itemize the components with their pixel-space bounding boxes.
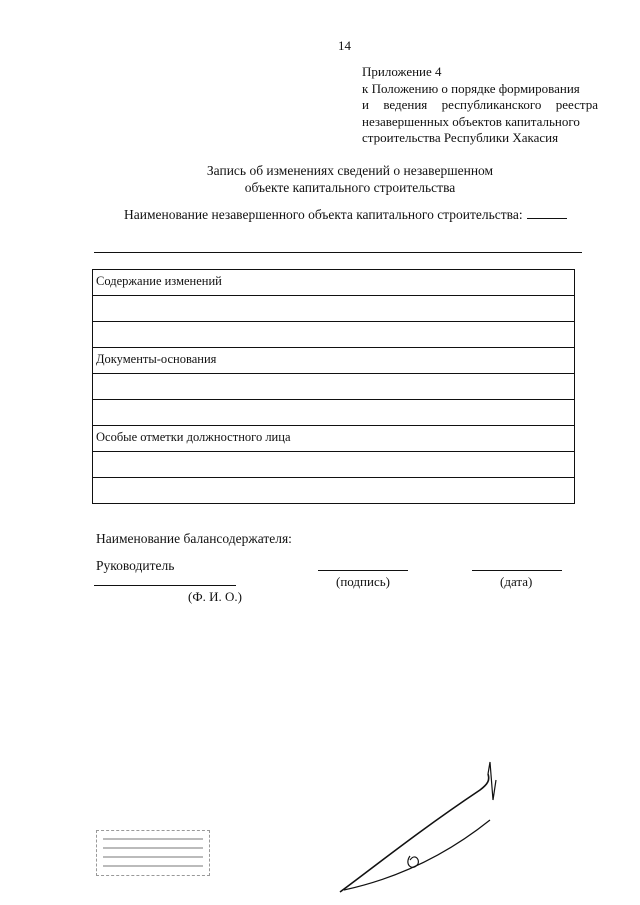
- table-row: [93, 296, 575, 322]
- balance-holder-label: Наименование балансодержателя:: [96, 531, 292, 546]
- section-label-notes: Особые отметки должностного лица: [96, 430, 291, 444]
- stamp-icon: [96, 830, 210, 876]
- object-name-blank: [527, 206, 567, 219]
- table-row: [93, 270, 575, 296]
- table-row: [93, 452, 575, 478]
- table-cell: [93, 478, 575, 504]
- page-number: 14: [338, 38, 351, 53]
- section-label-changes: Содержание изменений: [96, 274, 222, 288]
- title-line-2: объекте капитального строительства: [244, 180, 456, 195]
- appendix-line: Приложение 4: [362, 64, 442, 79]
- date-line: [472, 570, 562, 571]
- signature-line: [318, 570, 408, 571]
- object-name-row: [124, 206, 567, 223]
- date-caption: (дата): [500, 574, 533, 589]
- table-cell: [93, 322, 575, 348]
- appendix-block: [362, 64, 598, 147]
- signature-icon: [330, 760, 510, 900]
- object-name-label: Наименование незавершенного объекта капитального строительства:: [124, 207, 523, 222]
- appendix-line: к Положению о порядке формирования: [362, 80, 580, 96]
- table-cell: [93, 296, 575, 322]
- table-cell: [93, 270, 575, 296]
- object-name-line: [94, 252, 582, 253]
- fio-line: [94, 585, 236, 586]
- signature-caption: (подпись): [336, 574, 390, 589]
- table-cell: [93, 374, 575, 400]
- table-row: [93, 478, 575, 504]
- fio-caption: (Ф. И. О.): [188, 589, 242, 604]
- table-row: [93, 322, 575, 348]
- table-row: [93, 374, 575, 400]
- table-row: [93, 426, 575, 452]
- head-label: Руководитель: [96, 558, 175, 573]
- title-line-1: Запись об изменениях сведений о незавершенном: [206, 163, 494, 178]
- table-cell: [93, 452, 575, 478]
- changes-table: [92, 269, 575, 504]
- section-label-documents: Документы-основания: [96, 352, 217, 366]
- appendix-line: строительства Республики Хакасия: [362, 130, 559, 145]
- table-row: [93, 400, 575, 426]
- table-row: [93, 348, 575, 374]
- table-cell: [93, 348, 575, 374]
- document-title: [140, 162, 560, 196]
- table-cell: [93, 400, 575, 426]
- appendix-line: и ведения республиканского реестра: [362, 97, 598, 112]
- appendix-line: незавершенных объектов капитального: [362, 113, 580, 129]
- table-cell: [93, 426, 575, 452]
